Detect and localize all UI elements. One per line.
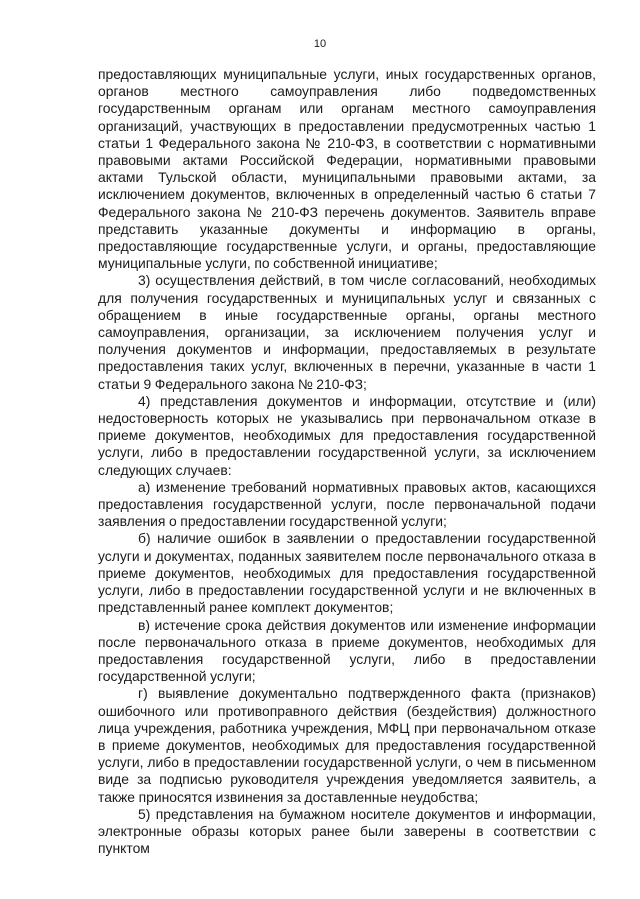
paragraph-subitem-b: б) наличие ошибок в заявлении о предоставлении государственной услуги и документах, поданных заявителем после первоначального отказа в приеме документов, необходимых для предоставления государственной услуги, либо в предоставлении государственной услуги и не включенных в представленный ранее комплект документов; bbox=[98, 530, 596, 616]
paragraph-continuation: предоставляющих муниципальные услуги, иных государственных органов, органов местного самоуправления либо подведомственных государственным органам или органам местного самоуправления организаций, участвующих в предоставлении предусмотренных частью 1 статьи 1 Федерального закона № 210-ФЗ, в соответствии с нормативными правовыми актами Российской Федерации, нормативными правовыми актами Тульской области, муниципальными правовыми актами, за исключением документов, включенных в определенный частью 6 статьи 7 Федерального закона № 210-ФЗ перечень документов. Заявитель вправе представить указанные документы и информацию в органы, предоставляющие государственные услуги, и органы, предоставляющие муниципальные услуги, по собственной инициативе; bbox=[98, 66, 596, 272]
paragraph-subitem-a: а) изменение требований нормативных правовых актов, касающихся предоставления государственной услуги, после первоначальной подачи заявления о предоставлении государственной услуги; bbox=[98, 478, 596, 530]
page-number: 10 bbox=[313, 38, 327, 50]
paragraph-item-3: 3) осуществления действий, в том числе согласований, необходимых для получения государственных и муниципальных услуг и связанных с обращением в иные государственные органы, органы местного самоуправления, организации, за исключением получения услуг и получения документов и информации, предоставляемых в результате предоставления таких услуг, включенных в перечни, указанные в части 1 статьи 9 Федерального закона № 210-ФЗ; bbox=[98, 272, 596, 392]
paragraph-item-4: 4) представления документов и информации, отсутствие и (или) недостоверность которых не указывались при первоначальном отказе в приеме документов, необходимых для предоставления государственной услуги, либо в предоставлении государственной услуги, за исключением следующих случаев: bbox=[98, 392, 596, 478]
paragraph-subitem-v: в) истечение срока действия документов или изменение информации после первоначального отказа в приеме документов, необходимых для предоставления государственной услуги, либо в предоставлении государственной услуги; bbox=[98, 616, 596, 685]
document-body bbox=[98, 66, 596, 857]
paragraph-item-5: 5) представления на бумажном носителе документов и информации, электронные образы которых ранее были заверены в соответствии с пунктом bbox=[98, 805, 596, 857]
paragraph-subitem-g: г) выявление документально подтвержденного факта (признаков) ошибочного или противоправного действия (бездействия) должностного лица учреждения, работника учреждения, МФЦ при первоначальном отказе в приеме документов, необходимых для предоставления государственной услуги, либо в предоставлении государственной услуги, о чем в письменном виде за подписью руководителя учреждения уведомляется заявитель, а также приносятся извинения за доставленные неудобства; bbox=[98, 685, 596, 805]
